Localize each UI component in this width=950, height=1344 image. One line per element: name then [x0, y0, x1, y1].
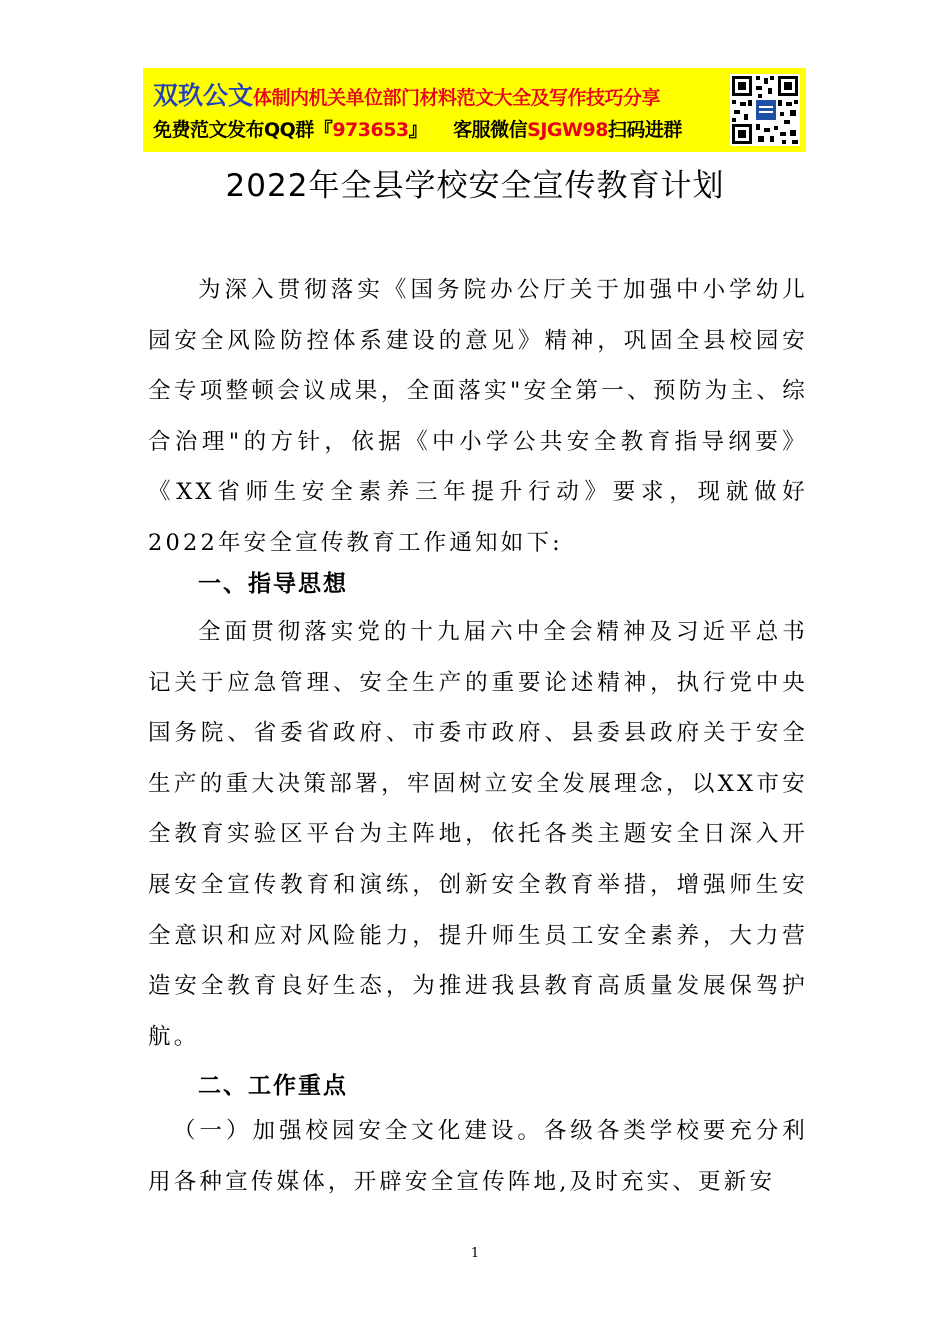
qq-group-number: 973653: [332, 119, 409, 141]
section-heading-guiding-ideology: 一、指导思想: [198, 571, 348, 597]
qq-group-prefix: 免费范文发布QQ群『: [153, 119, 333, 141]
page-number: 1: [470, 1246, 480, 1261]
section-heading-work-focus: 二、工作重点: [198, 1073, 348, 1099]
header-banner: [143, 68, 806, 152]
banner-slogan: 体制内机关单位部门材料范文大全及写作技巧分享: [253, 87, 661, 109]
wechat-id: SJGW98: [527, 119, 608, 141]
wechat-prefix: 客服微信: [453, 119, 528, 141]
banner-line-1: [153, 76, 660, 112]
qq-group-suffix: 』: [408, 119, 428, 141]
intro-paragraph: 为深入贯彻落实《国务院办公厅关于加强中小学幼儿园安全风险防控体系建设的意见》精神，巩固全县校园安全专项整顿会议成果，全面落实"安全第一、预防为主、综合治理"的方针，依据《中小学公共安全教育指导纲要》《XX省师生安全素养三年提升行动》要求，现就做好2022年安全宣传教育工作通知如下:: [148, 277, 808, 556]
work-focus-item-1: （一）加强校园安全文化建设。各级各类学校要充分利用各种宣传媒体，开辟安全宣传阵地,及时充实、更新安: [148, 1118, 808, 1195]
qr-code-icon: [730, 74, 800, 146]
brand-name: 双玖公文: [153, 81, 254, 110]
document-title: 2022年全县学校安全宣传教育计划: [225, 168, 725, 204]
wechat-suffix: 扫码进群: [607, 119, 682, 141]
guiding-ideology-paragraph: 全面贯彻落实党的十九届六中全会精神及习近平总书记关于应急管理、安全生产的重要论述精神，执行党中央国务院、省委省政府、市委市政府、县委县政府关于安全生产的重大决策部署，牢固树立安全发展理念，以XX市安全教育实验区平台为主阵地，依托各类主题安全日深入开展安全宣传教育和演练，创新安全教育举措，增强师生安全意识和应对风险能力，提升师生员工安全素养，大力营造安全教育良好生态，为推进我县教育高质量发展保驾护航。: [148, 619, 808, 1050]
banner-line-2: [153, 115, 682, 142]
